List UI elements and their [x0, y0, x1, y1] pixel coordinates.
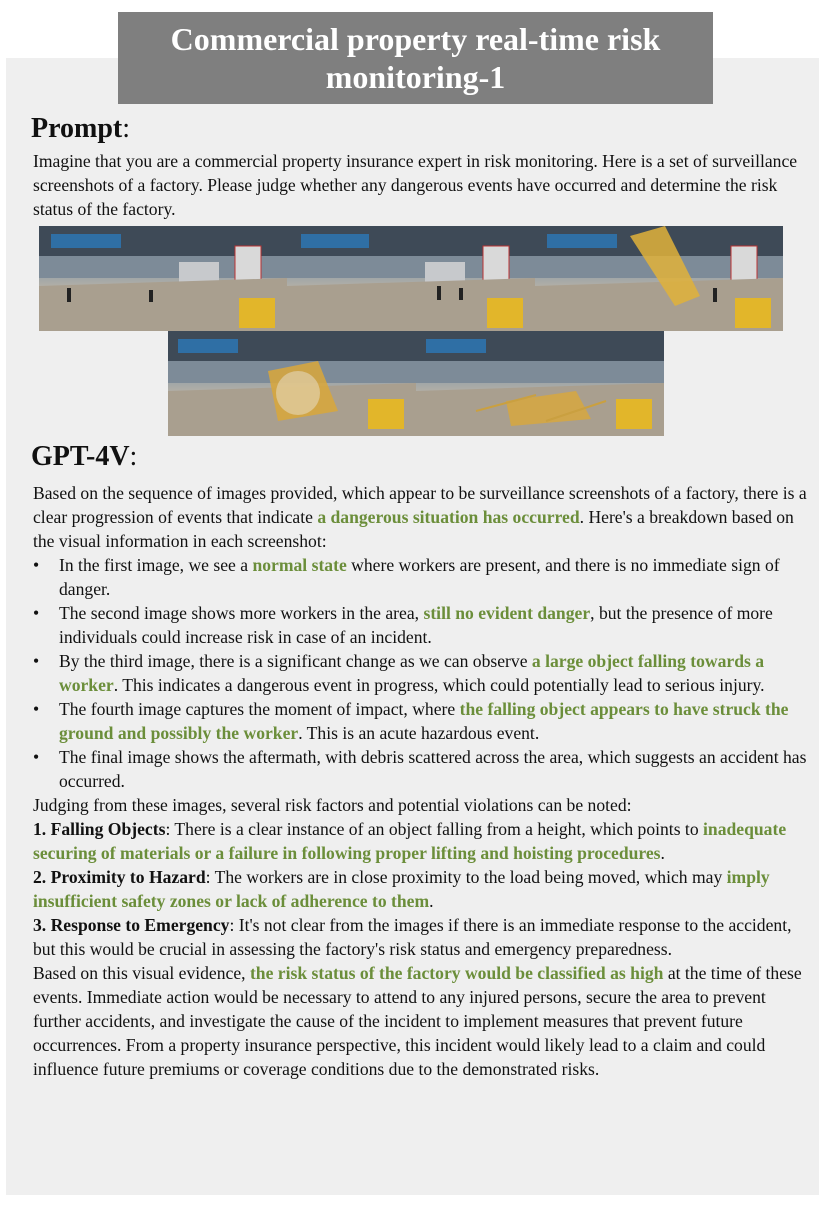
observation-list: [33, 553, 808, 793]
response-heading: GPT-4V:: [31, 441, 138, 472]
factor-proximity-to-hazard: 2. Proximity to Hazard: The workers are in close proximity to the load being moved, which may imply insufficient safety zones or lack of adherence to them.: [33, 867, 770, 911]
list-item: • In the first image, we see a normal state where workers are present, and there is no immediate sign of danger.: [33, 553, 808, 601]
conclusion-paragraph: Based on this visual evidence, the risk status of the factory would be classified as high at the time of these events. Immediate action would be necessary to attend to any injured persons, secure the area to prevent further accidents, and investigate the cause of the incident to implement measures that prevent future occurrences. From a property insurance perspective, this incident would likely lead to a claim and could influence future premiums or coverage conditions due to the demonstrated risks.: [33, 963, 802, 1079]
title-text: Commercial property real-time risk monitoring-1: [170, 21, 661, 95]
surveillance-frame-4: [168, 331, 416, 436]
list-item: • The fourth image captures the moment of impact, where the falling object appears to have struck the ground and possibly the worker. This is an acute hazardous event.: [33, 697, 808, 745]
list-item: • By the third image, there is a significant change as we can observe a large object falling towards a worker. This indicates a dangerous event in progress, which could potentially lead to serious injury.: [33, 649, 808, 697]
surveillance-frame-1: [39, 226, 287, 331]
prompt-text: Imagine that you are a commercial property insurance expert in risk monitoring. Here is a set of surveillance screenshots of a factory. Please judge whether any dangerous events have occurred and determine the risk status of the factory.: [33, 151, 798, 219]
page-title: [118, 12, 713, 104]
surveillance-frame-5: [416, 331, 664, 436]
factors-intro: Judging from these images, several risk factors and potential violations can be noted:: [33, 795, 632, 815]
factor-response-to-emergency: 3. Response to Emergency: It's not clear from the images if there is an immediate response to the accident, but this would be crucial in assessing the factory's risk status and emergency preparedness.: [33, 915, 792, 959]
list-item: • The final image shows the aftermath, with debris scattered across the area, which suggests an accident has occurred.: [33, 745, 808, 793]
prompt-heading: Prompt:: [31, 113, 131, 144]
factor-falling-objects: 1. Falling Objects: There is a clear instance of an object falling from a height, which points to inadequate securing of materials or a failure in following proper lifting and hoisting procedures.: [33, 819, 787, 863]
surveillance-frame-3: [535, 226, 783, 331]
intro-paragraph: Based on the sequence of images provided, which appear to be surveillance screenshots of a factory, there is a clear progression of events that indicate a dangerous situation has occurred. Here's a breakdown based on the visual information in each screenshot:: [33, 483, 807, 551]
list-item: • The second image shows more workers in the area, still no evident danger, but the presence of more individuals could increase risk in case of an incident.: [33, 601, 808, 649]
response-body: [33, 481, 808, 1081]
surveillance-frame-2: [287, 226, 535, 331]
